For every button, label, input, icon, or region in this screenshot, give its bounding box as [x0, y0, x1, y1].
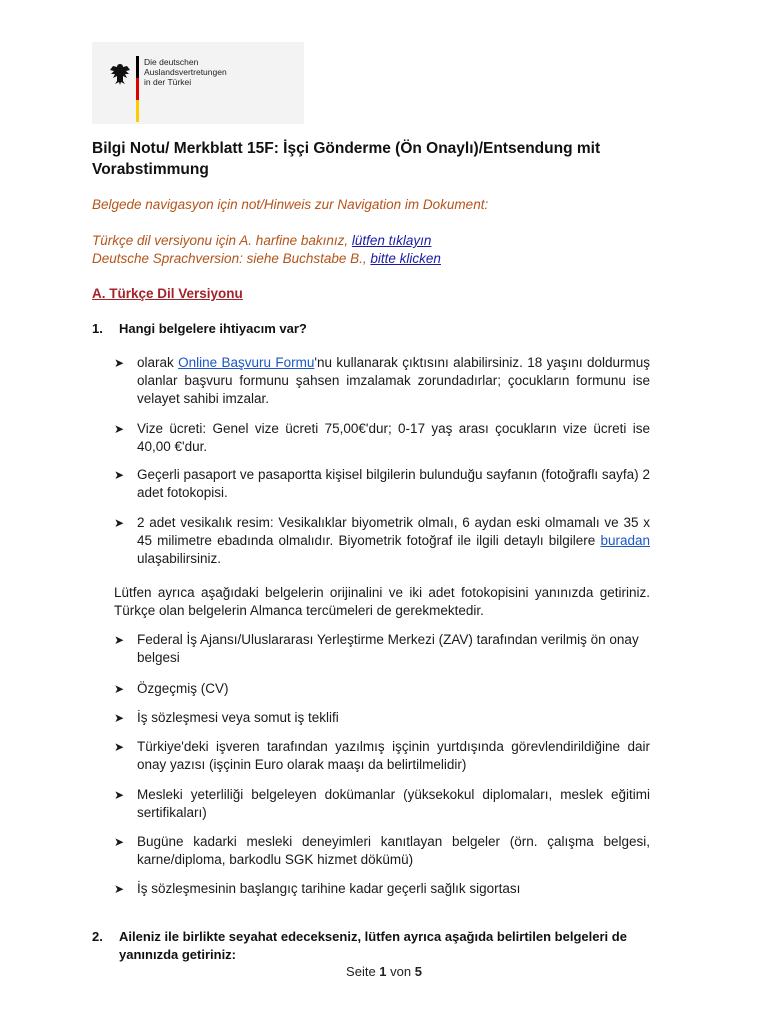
- arrow-bullet-icon: ➤: [114, 711, 125, 725]
- online-application-form-link[interactable]: Online Başvuru Formu: [178, 355, 315, 370]
- bullet-text: olarak: [137, 355, 179, 370]
- arrow-bullet-icon: ➤: [114, 882, 125, 896]
- arrow-bullet-icon: ➤: [114, 633, 125, 647]
- arrow-bullet-icon: ➤: [114, 682, 125, 696]
- federal-eagle-icon: [109, 62, 131, 86]
- current-page-number: 1: [379, 964, 387, 979]
- bullet-text: Vize ücreti: Genel vize ücreti 75,00€'dur; 0-17 yaş arası çocukların vize ücreti ise 40,00 €'dur.: [137, 421, 650, 454]
- logo-line-3: in der Türkei: [144, 77, 192, 87]
- arrow-bullet-icon: ➤: [114, 422, 125, 436]
- bullet-text: ulaşabilirsiniz.: [137, 551, 222, 566]
- bullet-text: Federal İş Ajansı/Uluslararası Yerleştirme Merkezi (ZAV) tarafından verilmiş ön onay belgesi: [137, 632, 639, 665]
- bullet-text: İş sözleşmesi veya somut iş teklifi: [137, 710, 339, 725]
- bullet-text: 'nu kullanarak çıktısını alabilirsiniz. 18 yaşını doldurmuş olanlar başvuru formunu şahsen imzalamak zorundadırlar; çocukların formunu ise velayet sahibi imzalar.: [137, 355, 650, 406]
- total-pages: 5: [414, 964, 422, 979]
- paragraph: Lütfen ayrıca aşağıdaki belgelerin orijinalini ve iki adet fotokopisini yanınızda getiriniz. Türkçe olan belgelerin Almanca tercümeleri de gerekmektedir.: [114, 585, 650, 618]
- embassy-logo: [92, 42, 304, 124]
- footer-prefix: Seite: [346, 964, 380, 979]
- footer-middle: von: [386, 964, 415, 979]
- logo-line-2: Auslandsvertretungen: [144, 67, 227, 77]
- navigation-german-text: Deutsche Sprachversion: siehe Buchstabe B.,: [92, 251, 371, 266]
- question-2-number: 2.: [92, 929, 103, 944]
- navigation-turkish-text: Türkçe dil versiyonu için A. harfine bakınız,: [92, 233, 352, 248]
- section-a-heading: A. Türkçe Dil Versiyonu: [92, 286, 243, 301]
- german-flag-bar: [136, 56, 139, 122]
- page-footer: [0, 964, 768, 979]
- bullet-text: Mesleki yeterliliği belgeleyen dokümanlar (yüksekokul diplomaları, meslek eğitimi sertifikaları): [137, 787, 650, 820]
- navigation-turkish: [92, 233, 431, 248]
- logo-text: [144, 57, 227, 87]
- arrow-bullet-icon: ➤: [114, 468, 125, 482]
- biometric-photo-link[interactable]: buradan: [600, 533, 650, 548]
- turkish-version-link[interactable]: lütfen tıklayın: [351, 233, 432, 248]
- arrow-bullet-icon: ➤: [114, 740, 125, 754]
- bullet-text: Geçerli pasaport ve pasaportta kişisel bilgilerin bulunduğu sayfanın (fotoğraflı sayfa) 2 adet fotokopisi.: [137, 467, 650, 500]
- arrow-bullet-icon: ➤: [114, 516, 125, 530]
- bullet-text: İş sözleşmesinin başlangıç tarihine kadar geçerli sağlık sigortası: [137, 881, 521, 896]
- bullet-text: Türkiye'deki işveren tarafından yazılmış işçinin yurtdışında görevlendirildiğine dair onay yazısı (işçinin Euro olarak maaşı da belirtilmelidir): [137, 739, 650, 772]
- german-version-link[interactable]: bitte klicken: [370, 251, 441, 266]
- bullet-text: Bugüne kadarki mesleki deneyimleri kanıtlayan belgeler (örn. çalışma belgesi, karne/diploma, barkodlu SGK hizmet dökümü): [137, 834, 650, 867]
- navigation-german: [92, 251, 441, 266]
- navigation-note: Belgede navigasyon için not/Hinweis zur Navigation im Dokument:: [92, 197, 489, 212]
- question-2-text: Aileniz ile birlikte seyahat edecekseniz, lütfen ayrıca aşağıda belirtilen belgeleri de yanınızda getiriniz:: [119, 929, 627, 962]
- document-title: Bilgi Notu/ Merkblatt 15F: İşçi Gönderme (Ön Onaylı)/Entsendung mit Vorabstimmung: [92, 140, 601, 178]
- arrow-bullet-icon: ➤: [114, 788, 125, 802]
- question-1-number: 1.: [92, 321, 103, 336]
- question-1-text: Hangi belgelere ihtiyacım var?: [119, 321, 307, 336]
- bullet-text: 2 adet vesikalık resim: Vesikalıklar biyometrik olmalı, 6 aydan eski olmamalı ve 35 x 45 milimetre ebadında olmalıdır. Biyometrik fotoğraf ile ilgili detaylı bilgilere: [137, 515, 650, 548]
- logo-line-1: Die deutschen: [144, 57, 199, 67]
- arrow-bullet-icon: ➤: [114, 835, 125, 849]
- bullet-text: Özgeçmiş (CV): [137, 681, 229, 696]
- arrow-bullet-icon: ➤: [114, 356, 125, 370]
